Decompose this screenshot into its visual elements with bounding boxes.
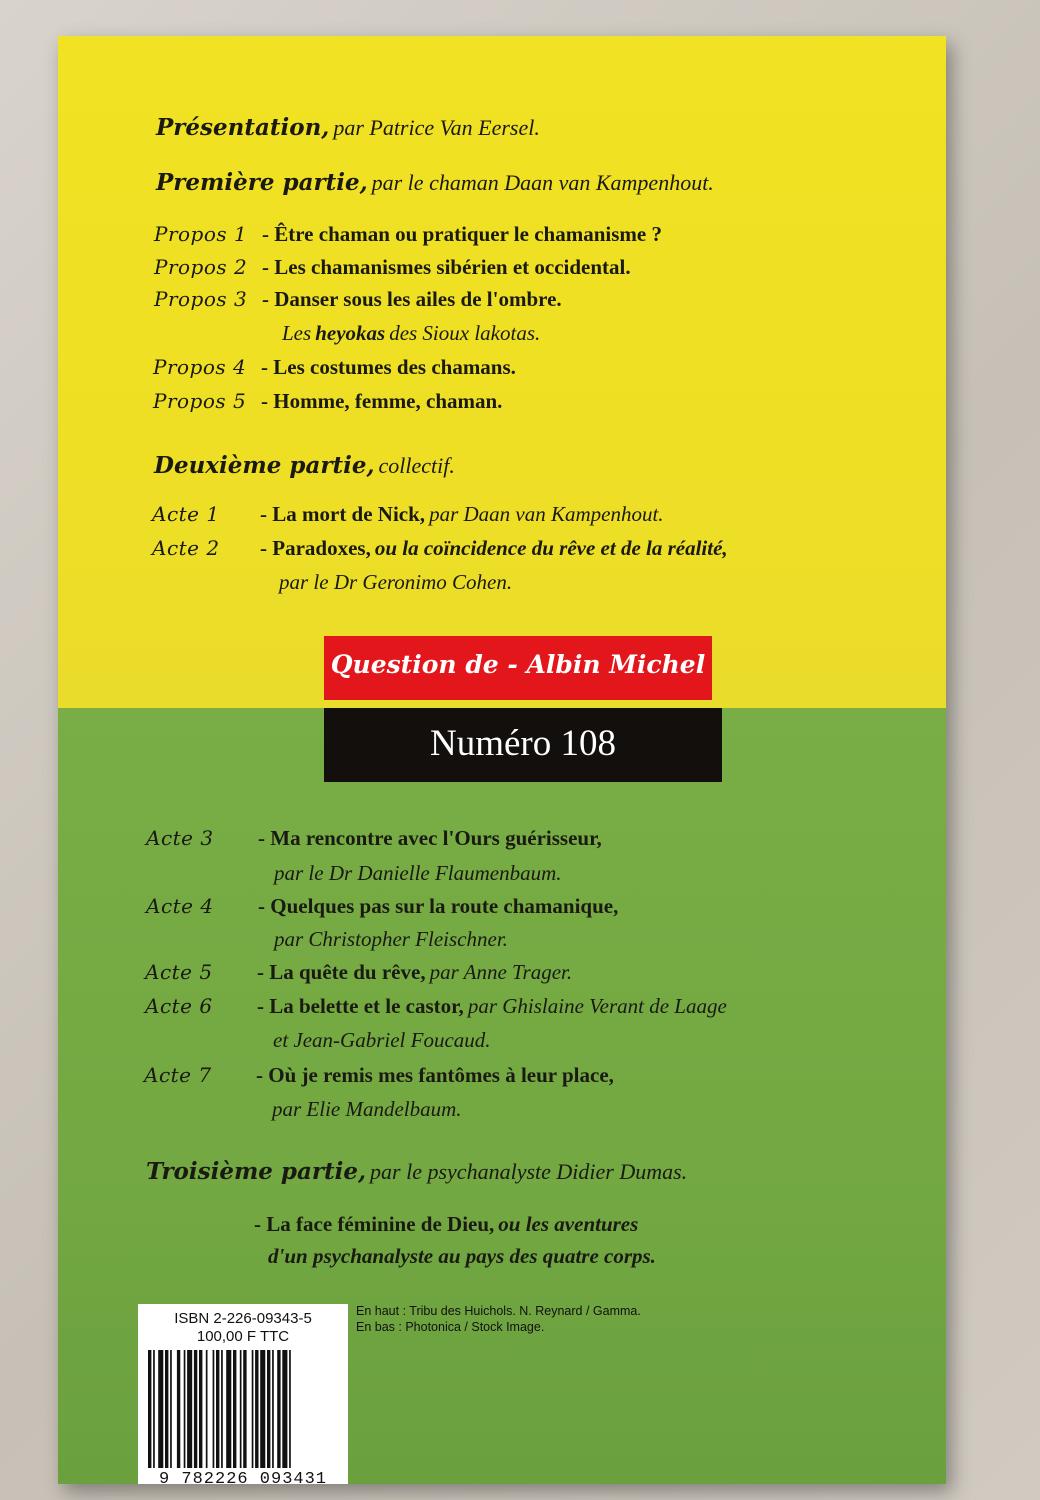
- acte-title: - La belette et le castor,: [257, 994, 464, 1018]
- acte-label: Acte 2: [152, 536, 220, 560]
- part1-label: Première partie,: [156, 169, 368, 196]
- part3-item: [254, 1212, 638, 1237]
- acte-author: par le Dr Danielle Flaumenbaum.: [274, 861, 562, 885]
- propos-5: [153, 389, 502, 414]
- propos-3-subtitle: [282, 321, 540, 346]
- acte-5: [145, 960, 572, 985]
- propos-text: - Les chamanismes sibérien et occidental.: [262, 255, 631, 279]
- propos-4: [153, 355, 516, 380]
- part3-item-title: - La face féminine de Dieu,: [254, 1212, 495, 1236]
- propos-sub-b: heyokas: [315, 321, 386, 345]
- acte-label: Acte 6: [145, 994, 213, 1018]
- barcode-bar: [206, 1350, 208, 1468]
- barcode-bar: [267, 1350, 270, 1468]
- acte-author: par Christopher Fleischner.: [274, 927, 508, 951]
- barcode-bar: [165, 1350, 168, 1468]
- acte-title: - Ma rencontre avec l'Ours guérisseur,: [258, 826, 602, 850]
- acte-label: Acte 1: [152, 502, 220, 526]
- barcode-bar: [240, 1350, 242, 1468]
- issue-number: Numéro 108: [430, 723, 616, 764]
- propos-2: [154, 255, 631, 280]
- barcode-bar: [255, 1350, 258, 1468]
- acte-author: par Daan van Kampenhout.: [429, 502, 664, 526]
- part3-item-line2: [268, 1244, 656, 1269]
- barcode-bar: [213, 1350, 215, 1468]
- propos-label: Propos 3: [154, 287, 248, 311]
- acte-label: Acte 3: [146, 826, 214, 850]
- presentation-label: Présentation,: [156, 114, 330, 141]
- acte-6-author-2: [273, 1028, 491, 1053]
- isbn-number: ISBN 2-226-09343-5: [174, 1310, 312, 1327]
- acte-3-author: [274, 861, 562, 886]
- acte-2-author: [279, 570, 512, 595]
- propos-label: Propos 1: [154, 222, 248, 246]
- acte-1: [152, 502, 664, 527]
- barcode-bar: [187, 1350, 192, 1468]
- acte-author: par Elie Mandelbaum.: [272, 1097, 462, 1121]
- acte-title: - Paradoxes,: [260, 536, 371, 560]
- barcode-bar: [216, 1350, 219, 1468]
- barcode-bar: [194, 1350, 197, 1468]
- part1-text: par le chaman Daan van Kampenhout.: [371, 170, 714, 195]
- barcode-bar: [272, 1350, 274, 1468]
- propos-label: Propos 2: [154, 255, 248, 279]
- part3-item-sub1: ou les aventures: [498, 1212, 639, 1236]
- barcode-bar: [199, 1350, 202, 1468]
- part3-item-sub2: d'un psychanalyste au pays des quatre corps.: [268, 1244, 656, 1268]
- part3-text: par le psychanalyste Didier Dumas.: [370, 1159, 688, 1184]
- propos-text: - Les costumes des chamans.: [261, 355, 516, 379]
- acte-author: par Ghislaine Verant de Laage: [467, 994, 727, 1018]
- propos-3: [154, 287, 562, 312]
- barcode-bar: [233, 1350, 236, 1468]
- book-back-cover: [58, 36, 946, 1484]
- acte-author: par le Dr Geronimo Cohen.: [279, 570, 513, 594]
- acte-subtitle: ou la coïncidence du rêve et de la réalité,: [374, 536, 728, 560]
- acte-2: [152, 536, 728, 561]
- barcode-bar: [226, 1350, 231, 1468]
- propos-sub-c: des Sioux lakotas.: [389, 321, 541, 345]
- propos-sub-a: Les: [282, 321, 312, 345]
- presentation-line: [156, 114, 540, 141]
- barcode-bar: [289, 1350, 291, 1468]
- acte-6: [145, 994, 727, 1019]
- barcode-bar: [221, 1350, 223, 1468]
- barcode-digits: 9 782226 093431: [158, 1470, 328, 1484]
- acte-4-author: [274, 927, 508, 952]
- acte-7: [144, 1063, 614, 1088]
- part3-heading: [146, 1158, 687, 1185]
- acte-title: - La quête du rêve,: [257, 960, 426, 984]
- propos-label: Propos 4: [153, 355, 247, 379]
- propos-label: Propos 5: [153, 389, 247, 413]
- acte-label: Acte 5: [145, 960, 213, 984]
- barcode-bar: [260, 1350, 265, 1468]
- acte-7-author: [272, 1097, 462, 1122]
- barcode-bar: [153, 1350, 155, 1468]
- series-name: Question de - Albin Michel: [330, 650, 706, 679]
- propos-text: - Être chaman ou pratiquer le chamanisme ?: [262, 222, 662, 246]
- barcode: [146, 1350, 340, 1468]
- barcode-bar: [252, 1350, 254, 1468]
- price: 100,00 F TTC: [196, 1328, 290, 1345]
- propos-1: [154, 222, 662, 247]
- credit-line-1: En haut : Tribu des Huichols. N. Reynard / Gamma.: [356, 1304, 641, 1318]
- barcode-bar: [158, 1350, 163, 1468]
- acte-title: - Où je remis mes fantômes à leur place,: [256, 1063, 614, 1087]
- barcode-bar: [148, 1350, 151, 1468]
- issue-banner: [324, 708, 722, 782]
- acte-3: [146, 826, 602, 851]
- barcode-bar: [184, 1350, 186, 1468]
- part2-heading: [154, 452, 455, 479]
- series-banner: [324, 636, 712, 700]
- part2-label: Deuxième partie,: [154, 452, 375, 479]
- barcode-bar: [170, 1350, 172, 1468]
- barcode-bar: [282, 1350, 287, 1468]
- acte-author: par Anne Trager.: [429, 960, 573, 984]
- barcode-bar: [177, 1350, 180, 1468]
- barcode-bar: [277, 1350, 280, 1468]
- presentation-text: par Patrice Van Eersel.: [333, 115, 540, 140]
- part1-heading: [156, 169, 714, 196]
- propos-text: - Homme, femme, chaman.: [261, 389, 503, 413]
- credit-line-2: En bas : Photonica / Stock Image.: [356, 1320, 545, 1334]
- acte-title: - Quelques pas sur la route chamanique,: [258, 894, 619, 918]
- barcode-bar: [243, 1350, 246, 1468]
- acte-author: et Jean-Gabriel Foucaud.: [273, 1028, 491, 1052]
- part2-text: collectif.: [378, 453, 455, 478]
- propos-text: - Danser sous les ailes de l'ombre.: [262, 287, 562, 311]
- part3-label: Troisième partie,: [146, 1158, 367, 1185]
- acte-title: - La mort de Nick,: [260, 502, 426, 526]
- barcode-label: [138, 1304, 348, 1484]
- acte-4: [146, 894, 618, 919]
- acte-label: Acte 4: [146, 894, 214, 918]
- acte-label: Acte 7: [144, 1063, 212, 1087]
